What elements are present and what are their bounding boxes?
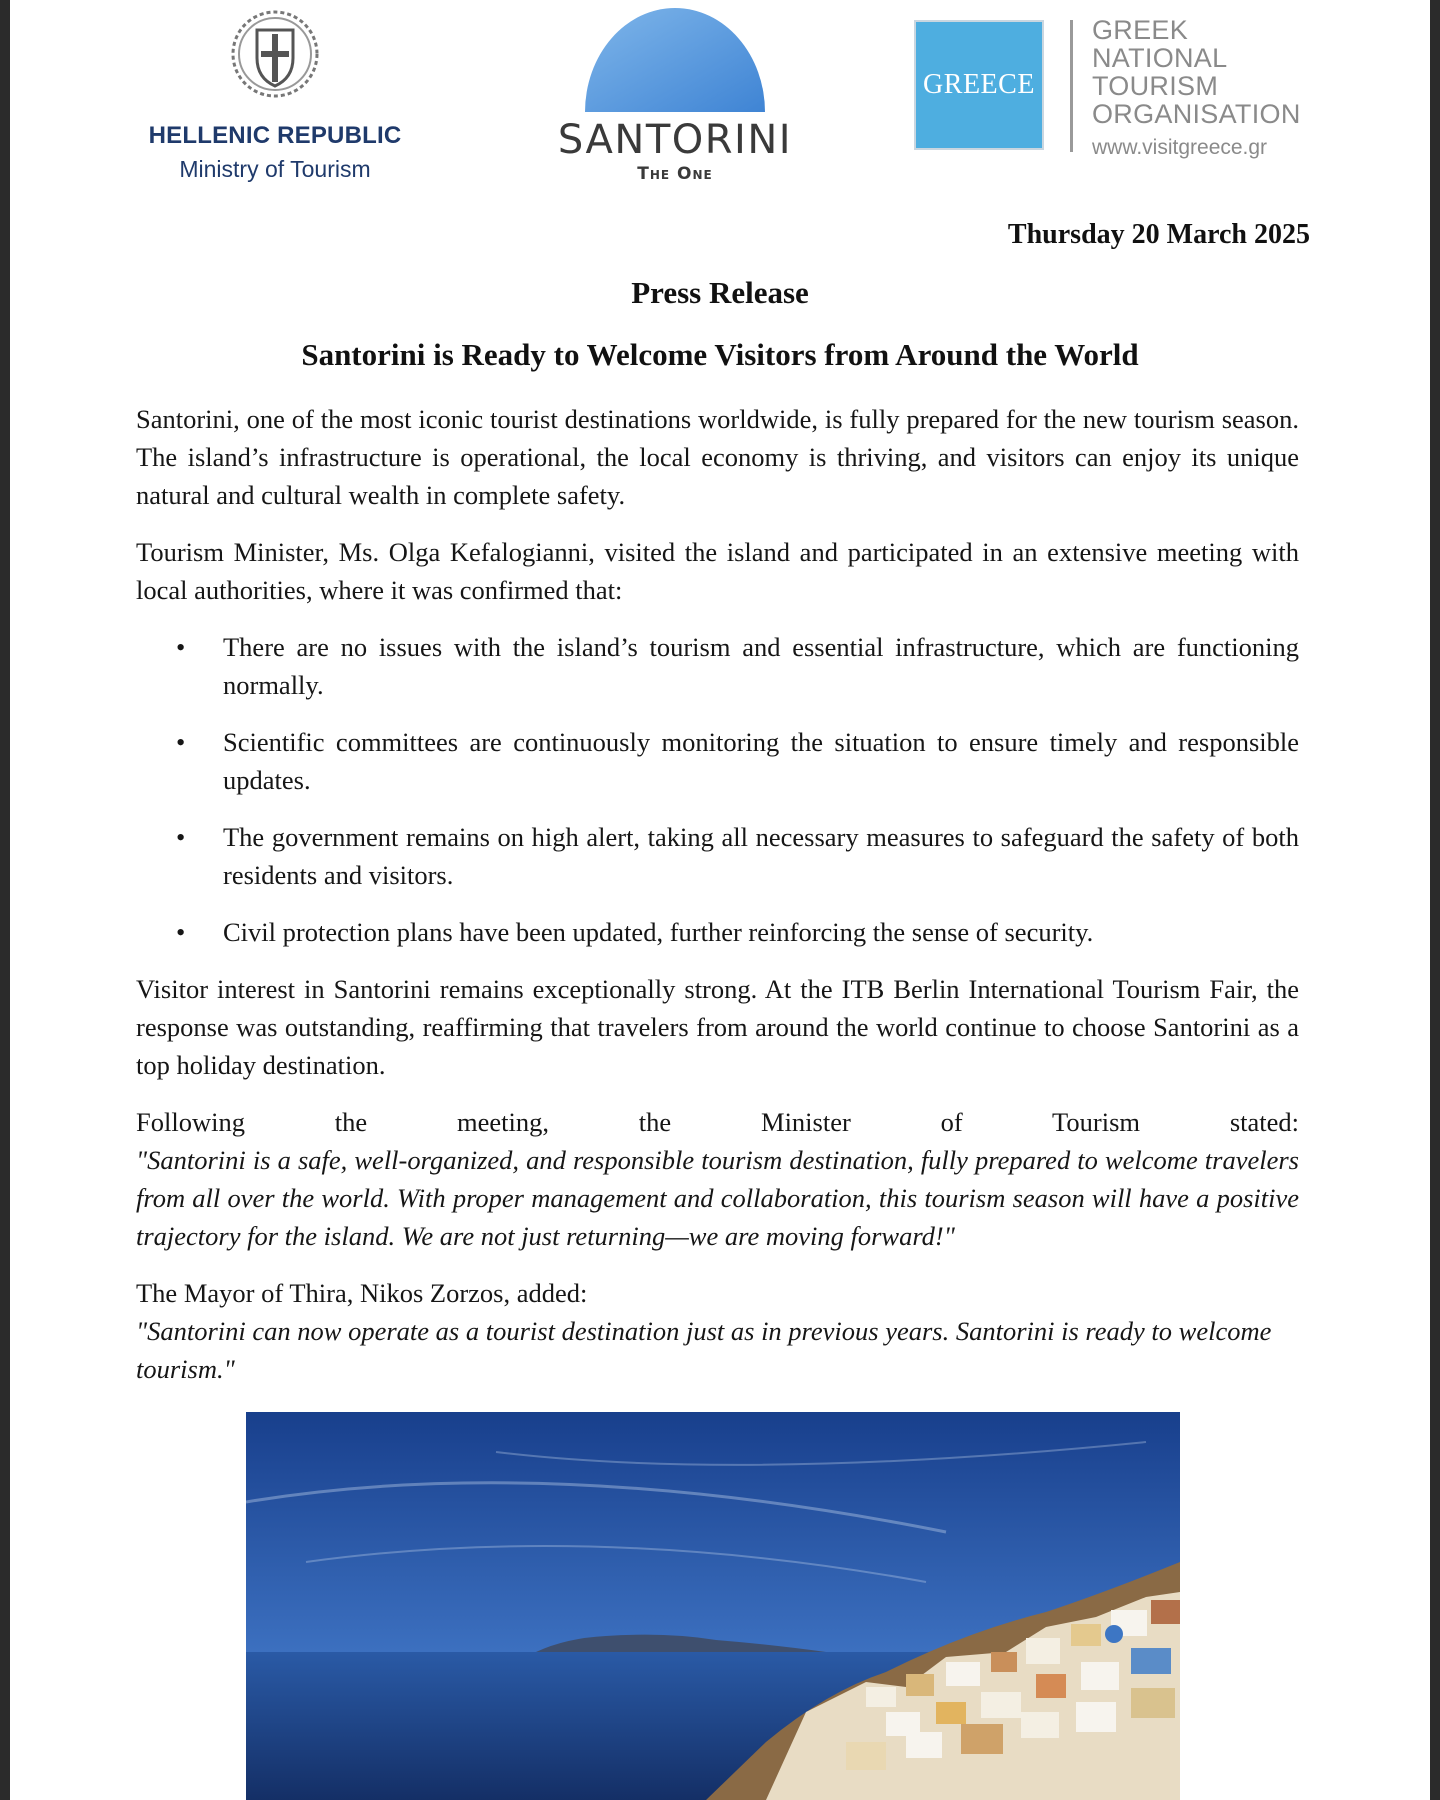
santorini-dome-icon xyxy=(583,4,767,112)
gnto-line-tourism: TOURISM xyxy=(1092,71,1219,101)
list-item-text: The government remains on high alert, taking all necessary measures to safeguard the safety of both residents and visitors. xyxy=(223,822,1299,890)
list-item xyxy=(176,818,1299,894)
gnto-line-greek: GREEK xyxy=(1092,15,1189,45)
gnto-logo xyxy=(914,15,1304,159)
document-type: Press Release xyxy=(631,275,809,310)
bullet-marker: • xyxy=(176,632,186,662)
gnto-text-block xyxy=(1092,16,1301,160)
santorini-tagline: The One xyxy=(637,164,713,184)
interest-paragraph: Visitor interest in Santorini remains exceptionally strong. At the ITB Berlin International Tourism Fair, the response was outstanding, reaffirming that travelers from around the world continue to choose Santorini as a top holiday destination. xyxy=(136,974,1299,1080)
bullet-marker: • xyxy=(176,917,186,947)
greece-brand-label: GREECE xyxy=(923,69,1035,100)
list-item-text: Civil protection plans have been updated, further reinforcing the sense of security. xyxy=(223,917,1094,947)
release-body xyxy=(136,400,1299,1407)
greece-brand-box xyxy=(914,20,1044,150)
mayor-quote: "Santorini can now operate as a tourist destination just as in previous years. Santorini is ready to welcome tourism." xyxy=(136,1316,1272,1384)
santorini-logo xyxy=(550,4,800,184)
press-release-page xyxy=(10,0,1430,1800)
list-item xyxy=(176,628,1299,704)
mayor-intro: The Mayor of Thira, Nikos Zorzos, added: xyxy=(136,1278,588,1308)
gnto-line-national: NATIONAL xyxy=(1092,43,1228,73)
bullet-marker: • xyxy=(176,727,186,757)
mayor-statement xyxy=(136,1274,1299,1388)
greek-coat-of-arms-icon xyxy=(229,8,321,100)
bullet-marker: • xyxy=(176,822,186,852)
minister-quote: "Santorini is a safe, well-organized, and responsible tourism destination, fully prepared to welcome travelers from all over the world. With proper management and collaboration, this tourism season will have a positive trajectory for the island. We are not just returning—we are moving forward!" xyxy=(136,1145,1299,1251)
ministry-logo xyxy=(135,8,415,183)
santorini-wordmark: SANTORINI xyxy=(557,117,793,163)
findings-list xyxy=(136,628,1299,951)
minister-intro: Following the meeting, the Minister of Tourism stated: xyxy=(136,1107,1299,1137)
list-item-text: Scientific committees are continuously monitoring the situation to ensure timely and responsible updates. xyxy=(223,727,1299,795)
minister-statement xyxy=(136,1103,1299,1255)
list-item xyxy=(176,913,1299,951)
santorini-landscape-image xyxy=(246,1412,1180,1800)
ministry-subtitle: Ministry of Tourism xyxy=(179,156,371,182)
release-date: Thursday 20 March 2025 xyxy=(1007,219,1310,250)
ministry-name: HELLENIC REPUBLIC xyxy=(148,122,402,149)
gnto-line-organisation: ORGANISATION xyxy=(1092,99,1301,129)
list-item xyxy=(176,723,1299,799)
santorini-photo xyxy=(246,1412,1180,1800)
intro-paragraph: Santorini, one of the most iconic tourist destinations worldwide, is fully prepared for the new tourism season. The island’s infrastructure is operational, the local economy is thriving, and visitors can enjoy its unique natural and cultural wealth in complete safety. xyxy=(136,404,1299,510)
gnto-divider xyxy=(1070,20,1073,152)
headline: Santorini is Ready to Welcome Visitors from Around the World xyxy=(301,337,1139,372)
gnto-website-link[interactable]: www.visitgreece.gr xyxy=(1092,136,1268,159)
list-item-text: There are no issues with the island’s tourism and essential infrastructure, which are functioning normally. xyxy=(223,632,1299,700)
visit-paragraph: Tourism Minister, Ms. Olga Kefalogianni, visited the island and participated in an extensive meeting with local authorities, where it was confirmed that: xyxy=(136,537,1299,605)
